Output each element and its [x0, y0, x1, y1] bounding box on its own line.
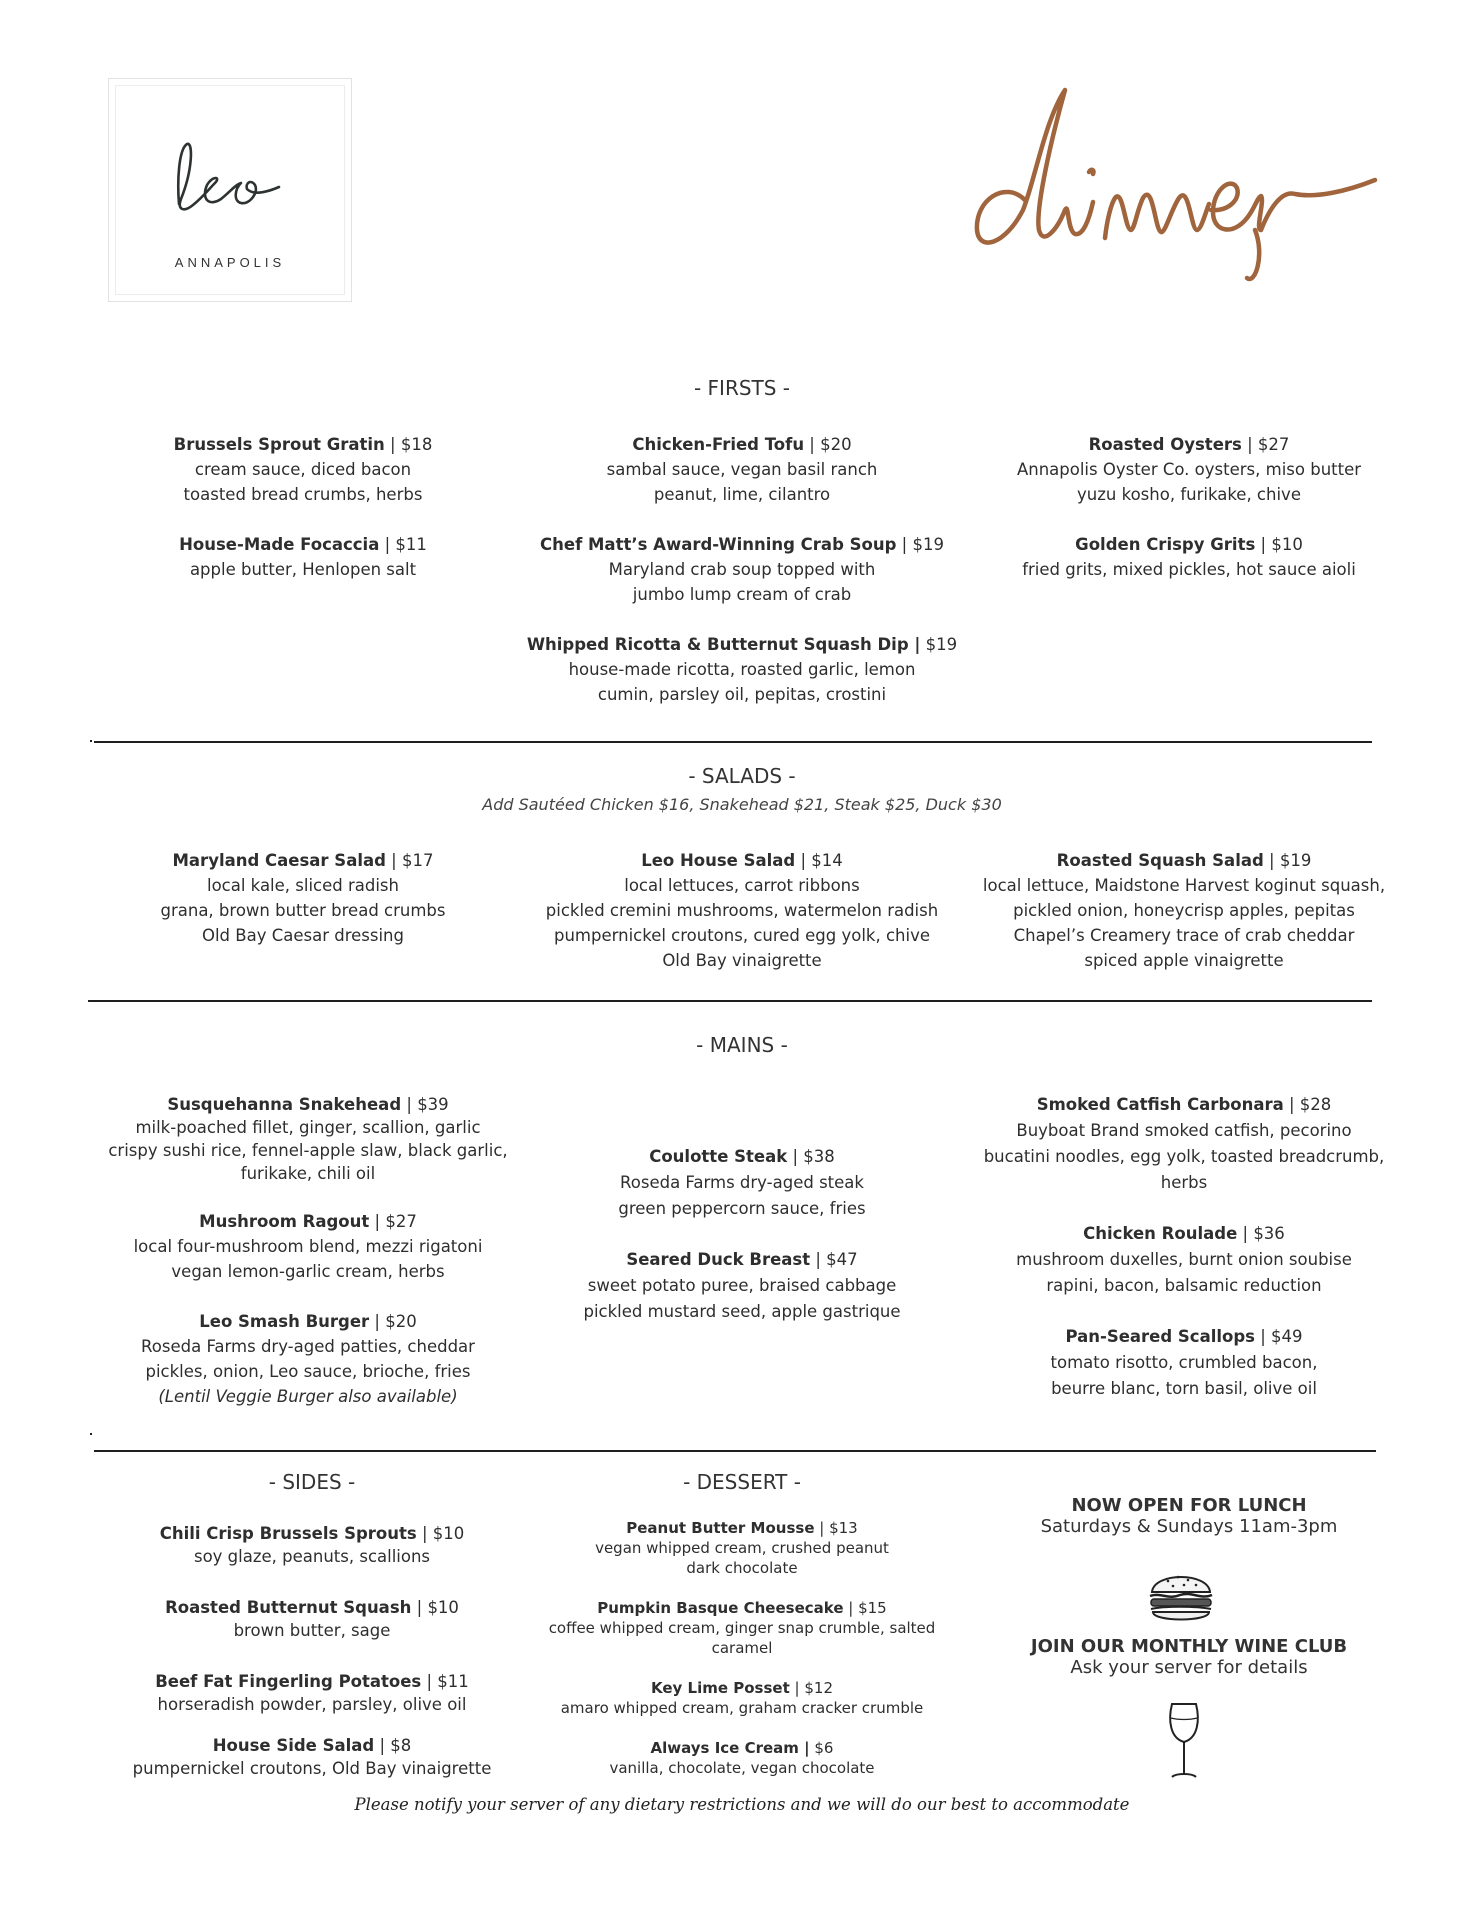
- item-price: | $11: [421, 1672, 469, 1691]
- sides-column: [112, 1522, 512, 1805]
- item-name: Leo House Salad: [641, 851, 796, 870]
- item-note: (Lentil Veggie Burger also available): [158, 1387, 458, 1406]
- salads-column-3: [974, 848, 1394, 998]
- menu-item: [112, 1522, 512, 1568]
- item-description: Annapolis Oyster Co. oysters, miso butter: [1016, 460, 1362, 479]
- mains-column-3: [974, 1092, 1394, 1427]
- item-description: green peppercorn sauce, fries: [618, 1199, 866, 1218]
- item-name: Pumpkin Basque Cheesecake: [597, 1599, 844, 1617]
- item-name: Key Lime Posset: [651, 1679, 790, 1697]
- item-price: | $8: [374, 1736, 412, 1755]
- item-description: peanut, lime, cilantro: [653, 485, 831, 504]
- item-name: Pan-Seared Scallops: [1065, 1327, 1255, 1346]
- menu-item: [112, 1734, 512, 1780]
- item-description: cumin, parsley oil, pepitas, crostini: [597, 685, 887, 704]
- item-description: pumpernickel croutons, cured egg yolk, chive: [553, 926, 931, 945]
- item-description: Chapel’s Creamery trace of crab cheddar: [1013, 926, 1355, 945]
- item-price: | $19: [896, 535, 944, 554]
- item-name: Smoked Catfish Carbonara: [1036, 1095, 1284, 1114]
- item-name: Maryland Caesar Salad: [172, 851, 386, 870]
- firsts-column-3: [1004, 432, 1374, 607]
- menu-item: [522, 632, 962, 707]
- item-description: vanilla, chocolate, vegan chocolate: [609, 1759, 875, 1777]
- menu-item: [552, 1247, 932, 1325]
- menu-item: [522, 432, 962, 507]
- item-price: | $49: [1255, 1327, 1303, 1346]
- wine-glass-icon: [1166, 1700, 1202, 1782]
- menu-item: [974, 1092, 1394, 1196]
- menu-item: [1004, 532, 1374, 582]
- item-description: rapini, bacon, balsamic reduction: [1046, 1276, 1322, 1295]
- item-price: | $27: [1241, 435, 1290, 454]
- item-description: spiced apple vinaigrette: [1084, 951, 1284, 970]
- item-price: | $18: [384, 435, 433, 454]
- item-description: Roseda Farms dry-aged steak: [620, 1173, 864, 1192]
- item-price: | $11: [379, 535, 427, 554]
- dinner-script-title: [965, 80, 1425, 290]
- item-description: local kale, sliced radish: [206, 876, 399, 895]
- item-description: bucatini noodles, egg yolk, toasted breadcrumb,: [983, 1147, 1385, 1166]
- item-price: | $14: [795, 851, 843, 870]
- item-name: Chicken Roulade: [1083, 1224, 1238, 1243]
- item-name: Leo Smash Burger: [199, 1312, 370, 1331]
- item-description: beurre blanc, torn basil, olive oil: [1051, 1379, 1317, 1398]
- item-price: | $13: [814, 1519, 858, 1537]
- dietary-footer-note: Please notify your server of any dietary restrictions and we will do our best to accommodate: [354, 1795, 1130, 1814]
- item-description: vegan lemon-garlic cream, herbs: [171, 1262, 445, 1281]
- item-name: Coulotte Steak: [649, 1147, 788, 1166]
- divider-dot: [90, 1433, 92, 1435]
- item-name: Beef Fat Fingerling Potatoes: [155, 1672, 422, 1691]
- menu-item: [974, 1324, 1394, 1402]
- item-description: local lettuce, Maidstone Harvest koginut squash,: [982, 876, 1386, 895]
- item-description: toasted bread crumbs, herbs: [183, 485, 423, 504]
- dessert-column: [542, 1518, 942, 1803]
- item-price: | $47: [810, 1250, 858, 1269]
- mains-column-1: [98, 1093, 518, 1434]
- firsts-column-2: [522, 432, 962, 732]
- section-divider: [90, 1000, 1372, 1002]
- item-name: Whipped Ricotta & Butternut Squash Dip |: [526, 635, 921, 654]
- menu-item: [522, 532, 962, 607]
- item-description: mushroom duxelles, burnt onion soubise: [1016, 1250, 1352, 1269]
- item-price: | $12: [789, 1679, 833, 1697]
- lunch-promo-heading: NOW OPEN FOR LUNCH: [1071, 1495, 1307, 1516]
- item-price: | $36: [1237, 1224, 1285, 1243]
- menu-item: [1004, 432, 1374, 507]
- item-description: sweet potato puree, braised cabbage: [587, 1276, 897, 1295]
- salads-heading: - SALADS -: [688, 764, 796, 788]
- item-name: Brussels Sprout Gratin: [173, 435, 385, 454]
- menu-item: [532, 848, 952, 973]
- item-name: Seared Duck Breast: [626, 1250, 811, 1269]
- mains-heading: - MAINS -: [696, 1033, 788, 1057]
- item-price: | $27: [369, 1212, 417, 1231]
- menu-item: [542, 1518, 942, 1578]
- item-description: pickled cremini mushrooms, watermelon radish: [545, 901, 939, 920]
- menu-item: [138, 432, 468, 507]
- item-price: | $20: [369, 1312, 417, 1331]
- item-description: herbs: [1160, 1173, 1208, 1192]
- item-name: Chili Crisp Brussels Sprouts: [159, 1524, 417, 1543]
- section-divider: [94, 1450, 1376, 1452]
- item-description: cream sauce, diced bacon: [194, 460, 412, 479]
- salads-add-protein-note: Add Sautéed Chicken $16, Snakehead $21, Steak $25, Duck $30: [482, 795, 1002, 814]
- item-description: local lettuces, carrot ribbons: [624, 876, 860, 895]
- menu-item: [118, 848, 488, 948]
- item-name: Roasted Oysters: [1088, 435, 1242, 454]
- item-name: Peanut Butter Mousse: [626, 1519, 815, 1537]
- section-divider: [94, 741, 1372, 743]
- item-description: pickles, onion, Leo sauce, brioche, fries: [145, 1362, 471, 1381]
- item-name: Susquehanna Snakehead: [167, 1095, 402, 1114]
- wine-club-heading: JOIN OUR MONTHLY WINE CLUB: [1030, 1636, 1348, 1657]
- item-description: tomato risotto, crumbled bacon,: [1050, 1353, 1318, 1372]
- item-description: horseradish powder, parsley, olive oil: [157, 1695, 467, 1714]
- item-name: Always Ice Cream |: [650, 1739, 810, 1757]
- firsts-heading: - FIRSTS -: [693, 376, 791, 400]
- item-price: $6: [809, 1739, 834, 1757]
- item-price: | $19: [1263, 851, 1312, 870]
- item-description: yuzu kosho, furikake, chive: [1077, 485, 1301, 504]
- item-name: House-Made Focaccia: [179, 535, 380, 554]
- menu-item: [552, 1144, 932, 1222]
- item-description: Maryland crab soup topped with: [608, 560, 876, 579]
- burger-icon: [1146, 1566, 1216, 1626]
- menu-item: [98, 1309, 518, 1409]
- item-price: | $10: [1255, 535, 1303, 554]
- item-description: caramel: [711, 1639, 773, 1657]
- item-description: house-made ricotta, roasted garlic, lemon: [568, 660, 916, 679]
- item-price: $19: [920, 635, 958, 654]
- item-name: Golden Crispy Grits: [1075, 535, 1256, 554]
- item-description: soy glaze, peanuts, scallions: [193, 1547, 431, 1566]
- item-description: pickled mustard seed, apple gastrique: [583, 1302, 901, 1321]
- salads-column-1: [118, 848, 488, 973]
- menu-item: [98, 1209, 518, 1284]
- item-description: Old Bay vinaigrette: [662, 951, 822, 970]
- item-name: House Side Salad: [212, 1736, 375, 1755]
- menu-item: [974, 848, 1394, 973]
- item-name: Chef Matt’s Award-Winning Crab Soup: [540, 535, 897, 554]
- item-name: Chicken-Fried Tofu: [632, 435, 805, 454]
- menu-item: [112, 1596, 512, 1642]
- item-name: Roasted Squash Salad: [1056, 851, 1264, 870]
- item-price: | $15: [843, 1599, 887, 1617]
- wine-club-promo: [1004, 1636, 1374, 1678]
- menu-item: [138, 532, 468, 582]
- item-description: Roseda Farms dry-aged patties, cheddar: [141, 1337, 475, 1356]
- logo-subtitle: ANNAPOLIS: [174, 255, 286, 270]
- item-name: Mushroom Ragout: [199, 1212, 370, 1231]
- item-price: | $28: [1283, 1095, 1332, 1114]
- menu-item: [98, 1093, 518, 1185]
- item-price: | $10: [416, 1524, 465, 1543]
- item-description: jumbo lump cream of crab: [632, 585, 852, 604]
- item-description: grana, brown butter bread crumbs: [160, 901, 446, 920]
- item-description: pickled onion, honeycrisp apples, pepitas: [1013, 901, 1355, 920]
- mains-column-2: [552, 1144, 932, 1350]
- item-price: | $17: [385, 851, 434, 870]
- item-description: sambal sauce, vegan basil ranch: [606, 460, 878, 479]
- item-price: | $38: [787, 1147, 835, 1166]
- firsts-column-1: [138, 432, 468, 607]
- item-description: pumpernickel croutons, Old Bay vinaigrette: [132, 1759, 492, 1778]
- salads-column-2: [532, 848, 952, 998]
- item-description: brown butter, sage: [233, 1621, 391, 1640]
- menu-item: [974, 1221, 1394, 1299]
- menu-item: [542, 1738, 942, 1778]
- item-description: amaro whipped cream, graham cracker crumble: [560, 1699, 924, 1717]
- menu-item: [542, 1598, 942, 1658]
- item-description: fried grits, mixed pickles, hot sauce aioli: [1022, 560, 1356, 579]
- item-description: dark chocolate: [686, 1559, 798, 1577]
- item-description: vegan whipped cream, crushed peanut: [595, 1539, 889, 1557]
- item-description: Old Bay Caesar dressing: [201, 926, 404, 945]
- lunch-promo: [1004, 1495, 1374, 1537]
- item-description: milk-poached fillet, ginger, scallion, garlic: [135, 1118, 481, 1137]
- menu-item: [542, 1678, 942, 1718]
- sides-heading: - SIDES -: [268, 1470, 356, 1494]
- menu-item: [112, 1670, 512, 1716]
- dessert-heading: - DESSERT -: [683, 1470, 801, 1494]
- item-description: coffee whipped cream, ginger snap crumble, salted: [548, 1619, 936, 1637]
- wine-club-details: Ask your server for details: [1070, 1657, 1308, 1678]
- item-description: apple butter, Henlopen salt: [189, 560, 417, 579]
- item-name: Roasted Butternut Squash: [165, 1598, 412, 1617]
- item-price: | $10: [411, 1598, 459, 1617]
- lunch-promo-hours: Saturdays & Sundays 11am-3pm: [1040, 1516, 1338, 1537]
- item-price: | $20: [804, 435, 852, 454]
- leo-script-logo: [149, 109, 309, 249]
- item-description: furikake, chili oil: [240, 1164, 376, 1183]
- divider-dot: [90, 740, 92, 742]
- item-description: local four-mushroom blend, mezzi rigatoni: [133, 1237, 483, 1256]
- item-description: Buyboat Brand smoked catfish, pecorino: [1016, 1121, 1352, 1140]
- item-description: crispy sushi rice, fennel-apple slaw, black garlic,: [108, 1141, 508, 1160]
- item-price: | $39: [401, 1095, 449, 1114]
- logo: [108, 78, 352, 302]
